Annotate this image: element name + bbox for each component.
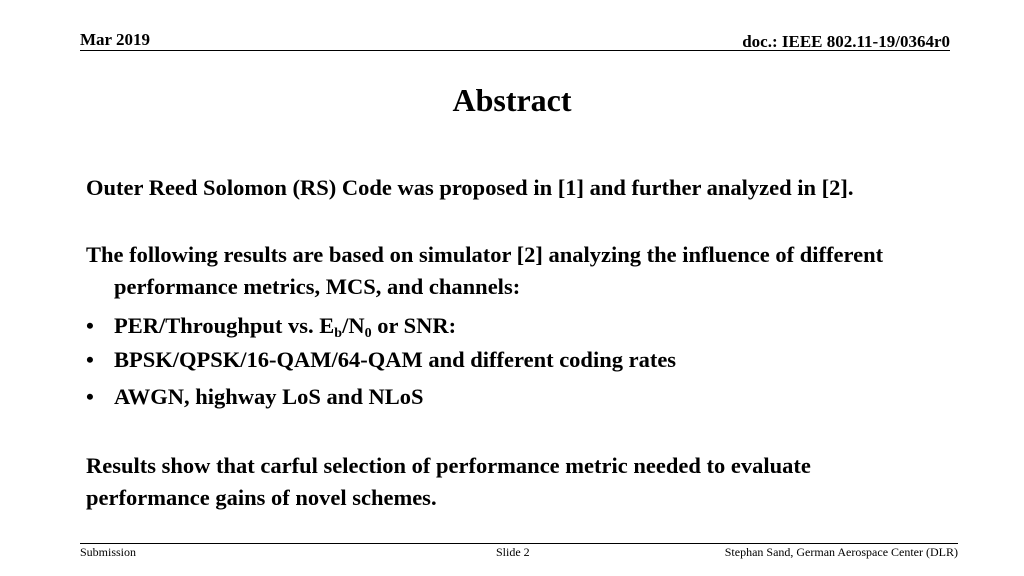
subscript-b: b [334, 326, 343, 341]
footer-submission: Submission [80, 545, 137, 559]
paragraph-simulator-results: The following results are based on simulator [2] analyzing the influence of different performance metrics, MCS, and channels: [86, 242, 884, 299]
bullet-marker: • [86, 384, 94, 409]
bullet-item-modulation [86, 344, 676, 376]
bullet-text: AWGN, highway LoS and NLoS [114, 384, 424, 409]
paragraph-rs-code: Outer Reed Solomon (RS) Code was proposed in [1] and further analyzed in [2]. [86, 175, 854, 200]
bullet-text: BPSK/QPSK/16-QAM/64-QAM and different coding rates [114, 347, 677, 372]
paragraph-conclusion: Results show that carful selection of performance metric needed to evaluate performance gains of novel schemes. [86, 453, 811, 510]
footer-author: Stephan Sand, German Aerospace Center (DLR) [724, 545, 958, 559]
footer-divider [80, 543, 958, 544]
bullet-item-per-throughput [86, 310, 456, 342]
bullet-text-mid: /N [342, 313, 365, 338]
bullet-text-pre: PER/Throughput vs. E [114, 313, 335, 338]
header-divider [80, 50, 950, 51]
slide-title: Abstract [452, 82, 572, 118]
header-doc-id: doc.: IEEE 802.11-19/0364r0 [742, 32, 950, 51]
header-date: Mar 2019 [80, 30, 151, 49]
bullet-marker: • [86, 347, 94, 372]
subscript-0: 0 [364, 326, 372, 341]
bullet-item-channels [86, 381, 423, 413]
bullet-marker: • [86, 313, 94, 338]
footer-slide-number: Slide 2 [496, 545, 530, 559]
bullet-text-post: or SNR: [371, 313, 457, 338]
